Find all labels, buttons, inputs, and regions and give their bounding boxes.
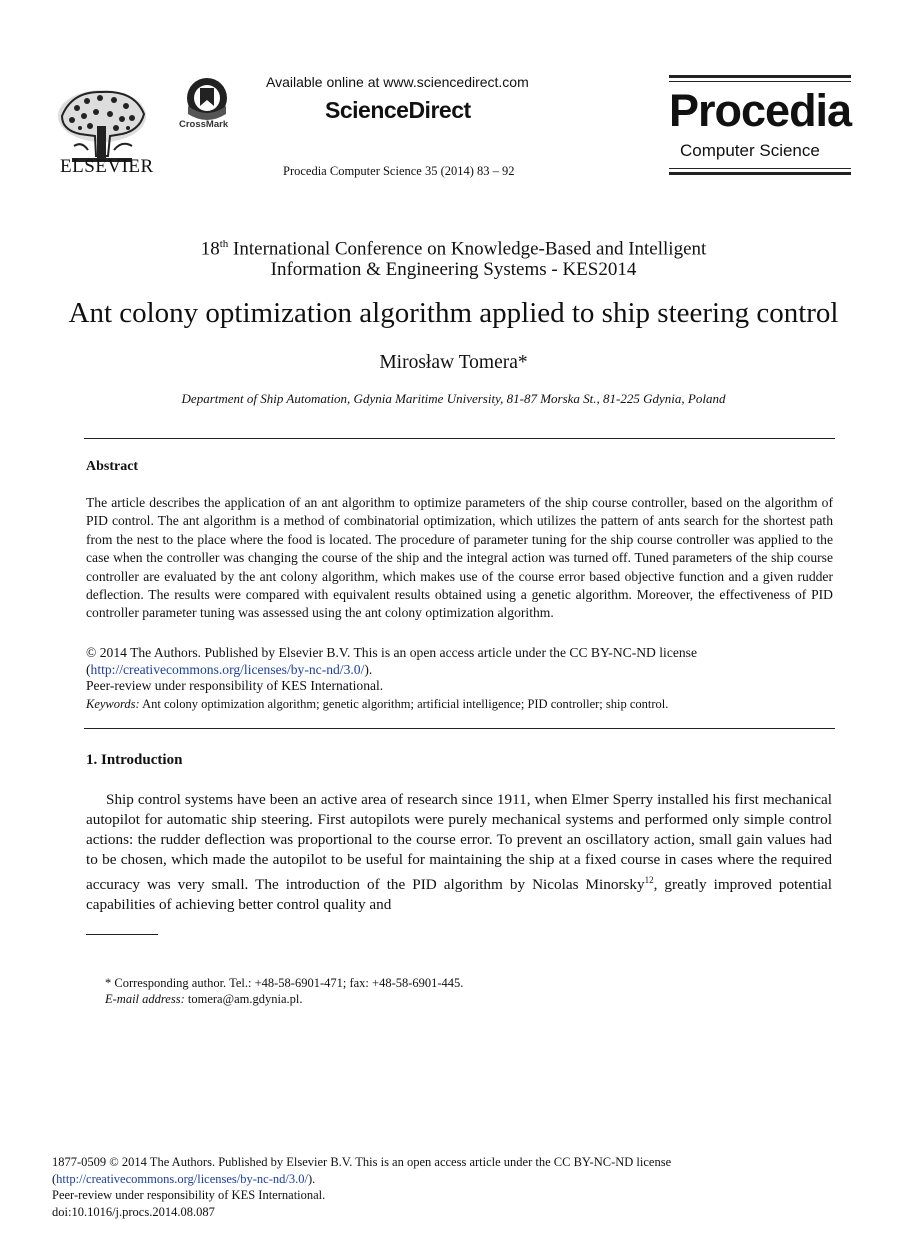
footer-license-line xyxy=(52,1171,812,1188)
license-close-paren: ). xyxy=(364,661,373,677)
footer-peer-review: Peer-review under responsibility of KES International. xyxy=(52,1188,326,1202)
abstract-heading: Abstract xyxy=(86,459,139,474)
doi[interactable]: doi:10.1016/j.procs.2014.08.087 xyxy=(52,1204,215,1219)
procedia-logo xyxy=(669,75,851,175)
page-footer xyxy=(52,1154,812,1220)
abstract-peer-review: Peer-review under responsibility of KES International. xyxy=(86,678,384,694)
journal-reference: Procedia Computer Science 35 (2014) 83 – 92 xyxy=(283,164,515,178)
sciencedirect-wordmark[interactable]: ScienceDirect xyxy=(325,97,471,123)
reference-superscript[interactable]: 12 xyxy=(644,875,654,885)
available-online-text: Available online at www.sciencedirect.com xyxy=(266,74,529,90)
corresponding-author-footnote: * Corresponding author. Tel.: +48-58-6901-471; fax: +48-58-6901-445. xyxy=(105,976,464,990)
introduction-heading: 1. Introduction xyxy=(86,752,183,768)
email-label: E-mail address: xyxy=(105,992,185,1006)
procedia-subtitle: Computer Science xyxy=(680,141,820,160)
footer-license-close: ). xyxy=(307,1171,316,1186)
procedia-top-rule-thin xyxy=(669,81,851,82)
keywords-list: Ant colony optimization algorithm; genetic algorithm; artificial intelligence; PID controller; ship control. xyxy=(139,697,669,711)
conference-ordinal: 18 xyxy=(200,238,220,260)
paper-author: Mirosław Tomera* xyxy=(379,352,528,373)
author-affiliation: Department of Ship Automation, Gdynia Maritime University, 81-87 Morska St., 81-225 Gdynia, Poland xyxy=(181,391,726,406)
paper-title: Ant colony optimization algorithm applied to ship steering control xyxy=(68,297,839,329)
abstract-license-line xyxy=(86,662,833,679)
procedia-top-rule xyxy=(669,75,851,78)
introduction-body xyxy=(86,790,832,915)
conference-line2: Information & Engineering Systems - KES2014 xyxy=(270,259,637,281)
introduction-text-1: Ship control systems have been an active area of research since 1911, when Elmer Sperry installed his first mechanical autopilot for automatic ship steering. First autopilots were purely mechanical systems and performed only simple control actions: the rudder deflection was proportional to the course error. To prevent an oscillatory action, small gain values had to be chosen, which made the autopilot to be useful for maintaining the ship at a fixed course in cases where the required accuracy was very small. The introduction of the PID algorithm by Nicolas Minorsky xyxy=(86,791,832,894)
license-link[interactable]: http://creativecommons.org/licenses/by-nc-nd/3.0/ xyxy=(90,661,365,677)
introduction-text-2: , greatly improved potential capabilities of achieving better control quality and xyxy=(86,876,832,914)
issn-line: 1877-0509 © 2014 The Authors. Published by Elsevier B.V. This is an open access article under the CC BY-NC-ND license xyxy=(52,1155,672,1169)
email-address[interactable]: tomera@am.gdynia.pl. xyxy=(184,992,303,1006)
abstract-license-block xyxy=(86,645,833,695)
abstract-body: The article describes the application of an ant algorithm to optimize parameters of the ship course controller, based on the algorithm of PID control. The ant algorithm is a method of combinatorial optimization, which utilizes the pattern of ants search for the shortest path from the nest to the place where the food is located. The procedure of parameter tuning for the ship course controller was applied to the case when the controller was changing the course of the ship and the integral action was turned off. Tuned parameters of the ship course controller are evaluated by the ant colony algorithm, which makes use of the course error based objective function and a given rudder deflection. The results were compared with equivalent results obtained using a genetic algorithm. Moreover, the effectiveness of PID controller parameter tuning was assessed using the ant colony optimization algorithm. xyxy=(86,495,833,621)
abstract-bottom-rule xyxy=(84,728,835,729)
procedia-bottom-rule-thin xyxy=(669,168,851,169)
publisher-name: ELSEVIER xyxy=(60,156,154,177)
footer-license-link[interactable]: http://creativecommons.org/licenses/by-nc-nd/3.0/ xyxy=(56,1171,308,1186)
keywords xyxy=(86,697,833,712)
abstract-copyright: © 2014 The Authors. Published by Elsevier B.V. This is an open access article under the CC BY-NC-ND license xyxy=(86,645,698,660)
conference-heading xyxy=(0,234,907,280)
email-footnote xyxy=(105,992,302,1007)
abstract-top-rule xyxy=(84,438,835,439)
conference-ordinal-suffix: th xyxy=(219,238,229,250)
keywords-label: Keywords: xyxy=(86,697,140,711)
license-open-paren: ( xyxy=(86,661,91,677)
conference-line1: International Conference on Knowledge-Based and Intelligent xyxy=(228,238,707,260)
procedia-title: Procedia xyxy=(669,85,852,136)
footnote-rule xyxy=(86,934,158,935)
footer-license-open: ( xyxy=(52,1171,57,1186)
crossmark-label: CrossMark xyxy=(179,119,229,130)
procedia-bottom-rule xyxy=(669,172,851,175)
